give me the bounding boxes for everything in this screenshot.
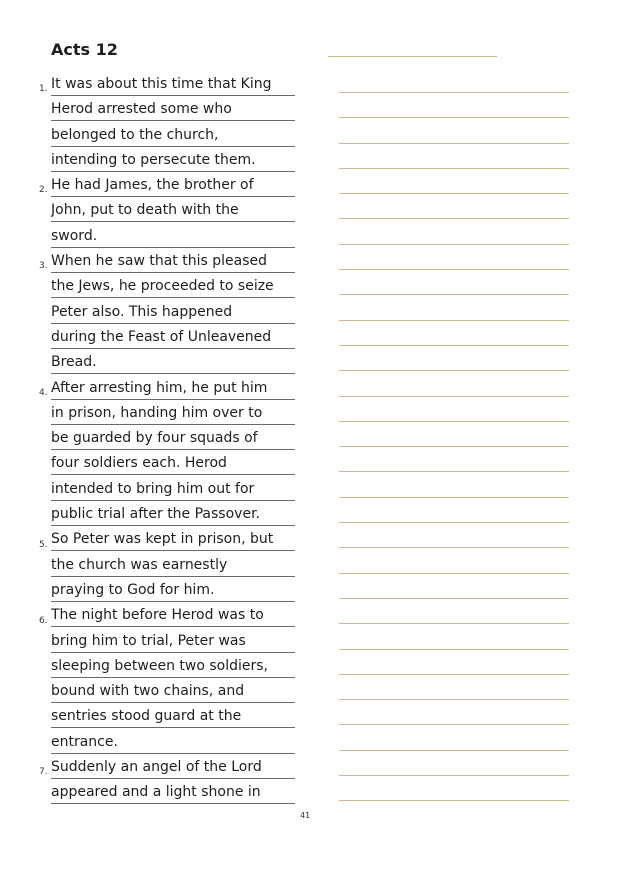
verse-text-line: bring him to trial, Peter was <box>51 631 295 653</box>
name-line <box>328 56 497 57</box>
verse-text-line: four soldiers each. Herod <box>51 453 295 475</box>
verse-row <box>0 148 624 173</box>
verse-row <box>0 704 624 729</box>
verse-row <box>0 679 624 704</box>
verse-row <box>0 401 624 426</box>
verse-text-line: After arresting him, he put him <box>51 378 295 400</box>
verse-rows <box>0 72 624 806</box>
verse-row <box>0 325 624 350</box>
verse-row <box>0 527 624 552</box>
verse-text-line: the Jews, he proceeded to seize <box>51 276 295 298</box>
verse-row <box>0 300 624 325</box>
verse-row <box>0 123 624 148</box>
verse-row <box>0 780 624 805</box>
verse-text-line: intending to persecute them. <box>51 150 295 172</box>
verse-row <box>0 477 624 502</box>
copy-writing-line[interactable] <box>339 92 569 93</box>
verse-text-line: intended to bring him out for <box>51 479 295 501</box>
page-number: 41 <box>300 811 311 820</box>
copy-writing-line[interactable] <box>339 168 569 169</box>
verse-text-line: praying to God for him. <box>51 580 295 602</box>
verse-number: 6. <box>39 615 48 626</box>
copy-writing-line[interactable] <box>339 269 569 270</box>
verse-text-line: during the Feast of Unleavened <box>51 327 295 349</box>
verse-number: 7. <box>39 767 48 778</box>
verse-row <box>0 198 624 223</box>
verse-row <box>0 350 624 375</box>
copy-writing-line[interactable] <box>339 294 569 295</box>
verse-text-line: When he saw that this pleased <box>51 251 295 273</box>
copy-writing-line[interactable] <box>339 674 569 675</box>
copy-writing-line[interactable] <box>339 573 569 574</box>
copy-writing-line[interactable] <box>339 699 569 700</box>
verse-text-line: public trial after the Passover. <box>51 504 295 526</box>
verse-row <box>0 502 624 527</box>
copy-writing-line[interactable] <box>339 117 569 118</box>
verse-text-line: belonged to the church, <box>51 125 295 147</box>
verse-text-line: It was about this time that King <box>51 74 295 96</box>
verse-row <box>0 173 624 198</box>
copy-writing-line[interactable] <box>339 724 569 725</box>
copy-writing-line[interactable] <box>339 497 569 498</box>
verse-row <box>0 274 624 299</box>
verse-number: 1. <box>39 84 48 95</box>
verse-text-line: So Peter was kept in prison, but <box>51 529 295 551</box>
copy-writing-line[interactable] <box>339 193 569 194</box>
copy-writing-line[interactable] <box>339 547 569 548</box>
verse-text-line: Herod arrested some who <box>51 99 295 121</box>
copy-writing-line[interactable] <box>339 396 569 397</box>
verse-text-line: appeared and a light shone in <box>51 782 295 804</box>
verse-text-line: John, put to death with the <box>51 200 295 222</box>
copy-writing-line[interactable] <box>339 370 569 371</box>
verse-text-line: Peter also. This happened <box>51 302 295 324</box>
verse-row <box>0 654 624 679</box>
verse-text-line: sword. <box>51 226 295 248</box>
copy-writing-line[interactable] <box>339 750 569 751</box>
verse-row <box>0 72 624 97</box>
verse-text-line: Bread. <box>51 352 295 374</box>
verse-text-line: entrance. <box>51 732 295 754</box>
verse-text-line: The night before Herod was to <box>51 605 295 627</box>
verse-row <box>0 376 624 401</box>
verse-row <box>0 629 624 654</box>
verse-text-line: be guarded by four squads of <box>51 428 295 450</box>
copy-writing-line[interactable] <box>339 623 569 624</box>
verse-number: 2. <box>39 185 48 196</box>
verse-row <box>0 249 624 274</box>
verse-text-line: the church was earnestly <box>51 555 295 577</box>
verse-row <box>0 755 624 780</box>
verse-text-line: bound with two chains, and <box>51 681 295 703</box>
verse-text-line: Suddenly an angel of the Lord <box>51 757 295 779</box>
copy-writing-line[interactable] <box>339 143 569 144</box>
copy-writing-line[interactable] <box>339 345 569 346</box>
verse-text-line: He had James, the brother of <box>51 175 295 197</box>
verse-row <box>0 730 624 755</box>
verse-row <box>0 224 624 249</box>
verse-text-line: sentries stood guard at the <box>51 706 295 728</box>
copy-writing-line[interactable] <box>339 446 569 447</box>
verse-row <box>0 97 624 122</box>
verse-text-line: in prison, handing him over to <box>51 403 295 425</box>
copy-writing-line[interactable] <box>339 800 569 801</box>
copy-writing-line[interactable] <box>339 421 569 422</box>
copy-writing-line[interactable] <box>339 244 569 245</box>
copy-writing-line[interactable] <box>339 775 569 776</box>
verse-number: 3. <box>39 261 48 272</box>
copy-writing-line[interactable] <box>339 320 569 321</box>
verse-row <box>0 603 624 628</box>
copy-writing-line[interactable] <box>339 598 569 599</box>
verse-row <box>0 451 624 476</box>
copy-writing-line[interactable] <box>339 649 569 650</box>
verse-row <box>0 426 624 451</box>
verse-row <box>0 553 624 578</box>
verse-number: 5. <box>39 539 48 550</box>
page-title: Acts 12 <box>51 40 118 59</box>
verse-number: 4. <box>39 387 48 398</box>
copy-writing-line[interactable] <box>339 522 569 523</box>
verse-text-line: sleeping between two soldiers, <box>51 656 295 678</box>
copy-writing-line[interactable] <box>339 471 569 472</box>
copy-writing-line[interactable] <box>339 218 569 219</box>
verse-row <box>0 578 624 603</box>
